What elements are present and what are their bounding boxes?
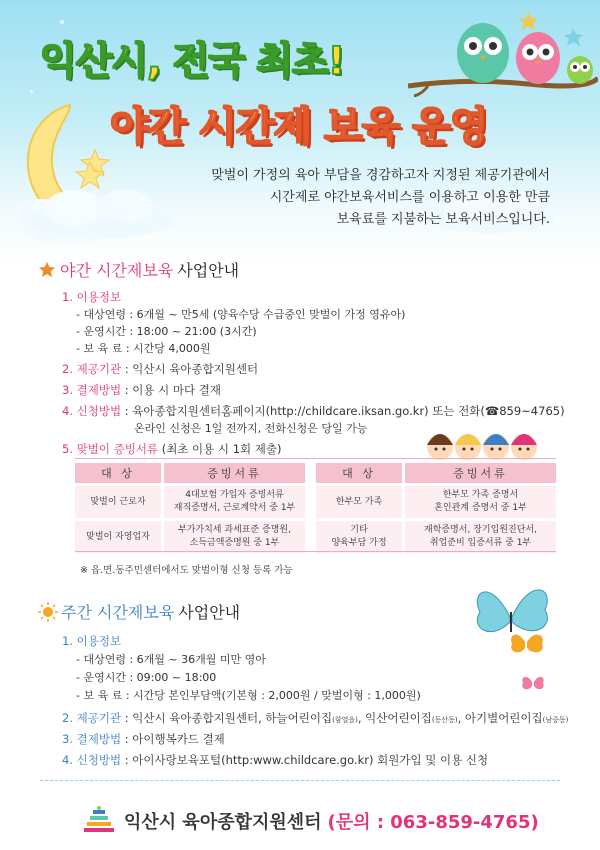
provider-small: (동산동)	[431, 716, 458, 724]
star-icon	[38, 261, 56, 279]
sparkle	[30, 90, 33, 93]
table-header: 증빙서류	[402, 463, 556, 483]
day-heading-rest: 사업안내	[178, 603, 241, 622]
title-line2: 야간 시간제 보육 운영	[110, 104, 488, 150]
night-docs-value: (최초 이용 시 1회 제출)	[158, 442, 282, 456]
provider-text: , 아기별어린이집	[457, 711, 543, 725]
night-provider-label: 2. 제공기관	[62, 362, 122, 376]
night-usage-item: - 보 육 료 : 시간당 4,000원	[76, 342, 211, 355]
day-provider-label: 2. 제공기관	[62, 711, 122, 725]
day-usage-item: - 보 육 료 : 시간당 본인부담액(기본형 : 2,000원 / 맞벌이형 : 1,000원)	[76, 689, 421, 702]
night-apply	[62, 403, 565, 419]
provider-text: : 익산시 육아종합지원센터, 하늘어린이집	[121, 711, 333, 725]
footer-divider	[40, 780, 560, 781]
table-cell-docs	[161, 521, 305, 553]
day-usage-item: - 운영시간 : 09:00 ~ 18:00	[76, 671, 217, 684]
center-logo-icon	[82, 806, 116, 836]
night-docs	[62, 441, 282, 457]
table-cell-docs	[161, 486, 305, 518]
night-provider-value: : 익산시 육아종합지원센터	[121, 362, 259, 376]
provider-text: , 익산어린이집	[357, 711, 432, 725]
night-docs-label: 5. 맞벌이 증빙서류	[62, 442, 159, 456]
table-cell-target: 맞벌이 근로자	[75, 486, 161, 518]
doc-line: 4대보험 가입자 증빙서류	[185, 490, 284, 500]
title-line1: 익산시, 전국 최초!	[40, 39, 345, 83]
day-usage-item: - 대상연령 : 6개월 ~ 36개월 미만 영아	[76, 653, 266, 666]
doc-line: 재직증명서, 근로계약서 중 1부	[173, 503, 296, 513]
sparkle	[60, 20, 64, 24]
night-usage-title: 1. 이용정보	[62, 290, 122, 304]
night-payment-value: : 이용 시 마다 결재	[121, 383, 221, 397]
day-apply	[62, 752, 488, 768]
night-usage-item: - 대상연령 : 6개월 ~ 만5세 (양육수당 수급중인 맞벌이 가정 영유아)	[76, 308, 406, 321]
day-payment	[62, 731, 225, 747]
table-cell-target: 맞벌이 자영업자	[75, 521, 161, 553]
intro-line: 시간제로 야간보육서비스를 이용하고 이용한 만큼	[269, 190, 550, 205]
table-row	[75, 486, 305, 518]
doc-line: 한부모 가족 증명서	[442, 490, 519, 500]
target-line: 기타	[350, 525, 368, 535]
intro-line: 맞벌이 가정의 육아 부담을 경감하고자 지정된 제공기관에서	[211, 168, 550, 183]
table-header: 대 상	[75, 463, 161, 483]
sun-icon	[38, 602, 58, 622]
night-note: ※ 읍.면.동주민센터에서도 맞벌이형 신청 등록 가능	[80, 565, 293, 576]
table-cell-docs	[402, 486, 556, 518]
night-payment	[62, 382, 221, 398]
footer	[82, 806, 539, 836]
night-heading-colored: 야간 시간제보육	[60, 261, 174, 280]
night-usage-item: - 운영시간 : 18:00 ~ 21:00 (3시간)	[76, 325, 257, 338]
night-apply-value: : 육아종합지원센터홈페이지(http://childcare.iksan.go.kr) 또는 전화(☎859~4765)	[121, 404, 565, 418]
doc-line: 소득금액증명원 중 1부	[189, 538, 280, 548]
day-provider	[62, 710, 568, 726]
provider-small: (함열읍)	[332, 716, 358, 724]
table-row	[316, 486, 556, 518]
day-apply-value: : 아이사랑보육포털(http:www.childcare.go.kr) 회원가입 및 이용 신청	[121, 753, 489, 767]
footer-org: 익산시 육아종합지원센터	[124, 812, 322, 833]
table-header: 대 상	[316, 463, 402, 483]
owls-illustration	[408, 8, 598, 98]
night-apply-note: 온라인 신청은 1일 전까지, 전화신청은 당일 가능	[134, 422, 368, 435]
doc-line: 취업준비 입증서류 중 1부	[429, 538, 532, 548]
intro-text	[130, 165, 550, 231]
table-cell-docs	[402, 521, 556, 553]
doc-line: 재학증명서, 장기입원진단서,	[424, 525, 537, 535]
doc-line: 부가가치세 과세표준 증명원,	[178, 525, 291, 535]
provider-small: (남중동)	[542, 716, 569, 724]
table-cell-target	[316, 486, 402, 518]
night-heading-rest: 사업안내	[177, 261, 240, 280]
night-section-heading	[38, 258, 239, 281]
day-payment-label: 3. 결제방법	[62, 732, 122, 746]
target-line: 한부모 가족	[335, 496, 383, 507]
day-payment-value: : 아이행복카드 결제	[121, 732, 225, 746]
day-section-heading	[38, 600, 240, 623]
day-apply-label: 4. 신청방법	[62, 753, 122, 767]
docs-table-left	[75, 460, 305, 556]
table-header: 증빙서류	[161, 463, 305, 483]
day-provider-value	[121, 711, 568, 725]
docs-table-right	[316, 460, 556, 556]
doc-line: 혼인관계 증명서 중 1부	[434, 503, 527, 513]
table-row	[316, 521, 556, 553]
target-line: 양육부담 가정	[331, 538, 387, 548]
night-payment-label: 3. 결제방법	[62, 383, 122, 397]
table-cell-target	[316, 521, 402, 553]
intro-line: 보육료를 지불하는 보육서비스입니다.	[336, 212, 550, 227]
night-provider	[62, 361, 258, 377]
day-heading-colored: 주간 시간제보육	[61, 603, 175, 622]
table-row	[75, 521, 305, 553]
butterflies-illustration	[470, 572, 560, 712]
night-apply-label: 4. 신청방법	[62, 404, 122, 418]
day-usage-title: 1. 이용정보	[62, 634, 122, 648]
footer-contact: (문의 : 063-859-4765)	[327, 812, 539, 833]
